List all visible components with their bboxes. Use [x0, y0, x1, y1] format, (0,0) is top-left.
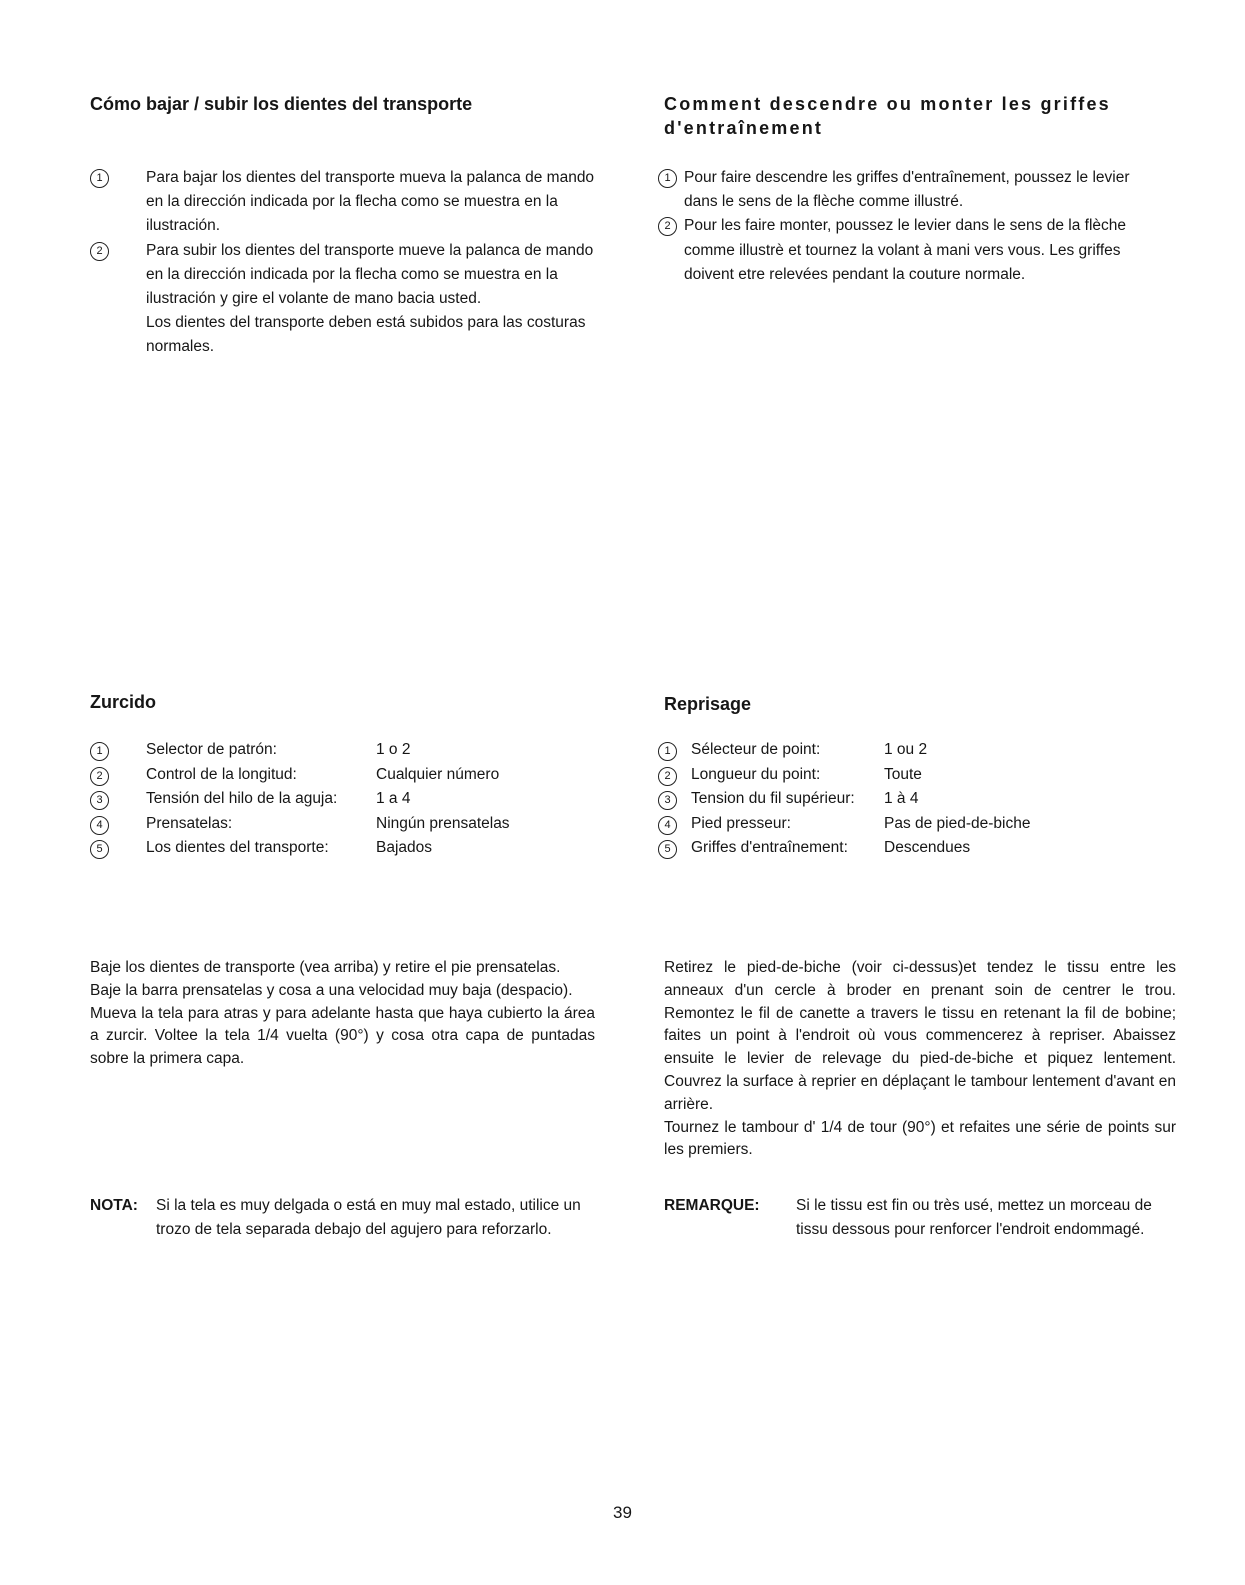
es-lower-raise-section	[90, 92, 610, 116]
es-setting-row-3	[90, 787, 610, 812]
fr-step-1	[664, 166, 1164, 214]
fr-paragraph-1: Retirez le pied-de-biche (voir ci-dessus)et tendez le tissu entre les anneaux d'un cercle à broder en prenant soin de centrer le trou. Remontez le fil de canette a travers le tissu en retenant la fil de bobine; faites un point à l'endroit où vous commencerez à repriser. Abaissez ensuite le levier de relevage du pied-de-biche et piquez lentement. Couvrez la surface à reprier en déplaçant le tambour lentement d'avant en arrière.	[664, 959, 1176, 1113]
es-paragraph-3: Mueva la tela para atras y para adelante hasta que haya cubierto la área a zurcir. Voltee la tela 1/4 vuelta (90°) y cosa otra capa de puntadas sobre la primera capa.	[90, 1004, 595, 1068]
fr-setting-label: Pied presseur:	[691, 814, 791, 832]
fr-setting-value: Pas de pied-de-biche	[884, 814, 1031, 832]
es-setting-row-1	[90, 738, 610, 763]
es-note-label: NOTA:	[90, 1197, 138, 1214]
circled-number-5: 5	[90, 840, 109, 859]
fr-step-1-text: Pour faire descendre les griffes d'entraînement, poussez le levier dans le sens de la flèche comme illustré.	[684, 169, 1130, 211]
fr-lower-raise-section	[664, 92, 1184, 140]
circled-number-5: 5	[658, 840, 677, 859]
es-step-2	[90, 239, 610, 312]
es-setting-value: 1 a 4	[376, 790, 411, 807]
es-paragraph-2: Baje la barra prensatelas y cosa a una velocidad muy baja (despacio).	[90, 981, 573, 999]
es-lower-raise-title: Cómo bajar / subir los dientes del transporte	[90, 94, 473, 114]
es-darning-title: Zurcido	[90, 692, 156, 712]
circled-number-2: 2	[90, 767, 109, 786]
fr-lower-raise-steps	[664, 166, 1164, 287]
circled-number-2: 2	[658, 217, 677, 236]
circled-number-1: 1	[90, 742, 109, 761]
es-setting-row-2	[90, 763, 610, 788]
circled-number-1: 1	[90, 169, 109, 188]
es-setting-row-4	[90, 812, 610, 837]
es-setting-value: 1 o 2	[376, 741, 411, 758]
circled-number-2: 2	[90, 242, 109, 261]
circled-number-3: 3	[90, 791, 109, 810]
es-setting-value: Ningún prensatelas	[376, 814, 510, 832]
es-paragraph-1: Baje los dientes de transporte (vea arriba) y retire el pie prensatelas.	[90, 959, 561, 976]
es-setting-label: Prensatelas:	[146, 814, 233, 832]
es-step-1	[90, 166, 610, 239]
fr-setting-value: Toute	[884, 765, 922, 783]
fr-paragraph-2: Tournez le tambour d' 1/4 de tour (90°) et refaites une série de points sur les premiers.	[664, 1118, 1176, 1159]
circled-number-3: 3	[658, 791, 677, 810]
circled-number-4: 4	[90, 816, 109, 835]
fr-setting-label: Tension du fil supérieur:	[691, 790, 855, 807]
fr-setting-value: 1 ou 2	[884, 741, 928, 758]
fr-setting-row-5	[658, 836, 1178, 861]
es-step-extra-text: Los dientes del transporte deben está subidos para las costuras normales.	[146, 314, 586, 356]
es-step-extra	[90, 311, 610, 359]
fr-setting-row-1	[658, 738, 1178, 763]
es-step-2-text: Para subir los dientes del transporte mueve la palanca de mando en la dirección indicada por la flecha como se muestra en la ilustración y gire el volante de mano bacia usted.	[146, 241, 594, 308]
circled-number-1: 1	[658, 169, 677, 188]
es-setting-value: Bajados	[376, 839, 433, 856]
fr-setting-value: 1 à 4	[884, 790, 919, 807]
es-setting-row-5	[90, 836, 610, 861]
fr-darning-instructions	[664, 957, 1176, 1162]
fr-setting-row-3	[658, 787, 1178, 812]
es-darning-instructions	[90, 957, 595, 1071]
fr-setting-value: Descendues	[884, 839, 971, 856]
es-step-1-text: Para bajar los dientes del transporte mueva la palanca de mando en la dirección indicada por la flecha como se muestra en la ilustración.	[146, 169, 595, 235]
es-darning-section	[90, 690, 610, 714]
fr-setting-label: Longueur du point:	[691, 765, 821, 783]
es-setting-label: Los dientes del transporte:	[146, 839, 329, 856]
fr-darning-section	[664, 692, 1184, 716]
fr-setting-label: Griffes d'entraînement:	[691, 839, 848, 856]
fr-setting-row-4	[658, 812, 1178, 837]
es-setting-value: Cualquier número	[376, 765, 500, 783]
es-note-text: Si la tela es muy delgada o está en muy mal estado, utilice un trozo de tela separada debajo del agujero para reforzarlo.	[156, 1197, 581, 1238]
fr-darning-title: Reprisage	[664, 694, 752, 714]
fr-lower-raise-title: Comment descendre ou monter les griffes d'entraînement	[664, 94, 1111, 138]
es-lower-raise-steps	[90, 166, 610, 360]
fr-darning-settings	[658, 738, 1178, 861]
es-setting-label: Selector de patrón:	[146, 741, 277, 758]
circled-number-2: 2	[658, 767, 677, 786]
fr-setting-label: Sélecteur de point:	[691, 741, 821, 758]
es-setting-label: Tensión del hilo de la aguja:	[146, 790, 338, 807]
fr-note-label: REMARQUE:	[664, 1197, 760, 1214]
fr-note-text: Si le tissu est fin ou très usé, mettez un morceau de tissu dessous pour renforcer l'endroit endommagé.	[796, 1197, 1152, 1238]
fr-step-2	[664, 214, 1164, 287]
circled-number-1: 1	[658, 742, 677, 761]
fr-setting-row-2	[658, 763, 1178, 788]
circled-number-4: 4	[658, 816, 677, 835]
page-number: 39	[613, 1503, 632, 1522]
es-darning-settings	[90, 738, 610, 861]
es-setting-label: Control de la longitud:	[146, 765, 297, 783]
fr-step-2-text: Pour les faire monter, poussez le levier dans le sens de la flèche comme illustrè et tournez la volant à mani vers vous. Les griffes doivent etre relevées pendant la couture normale.	[684, 217, 1126, 283]
